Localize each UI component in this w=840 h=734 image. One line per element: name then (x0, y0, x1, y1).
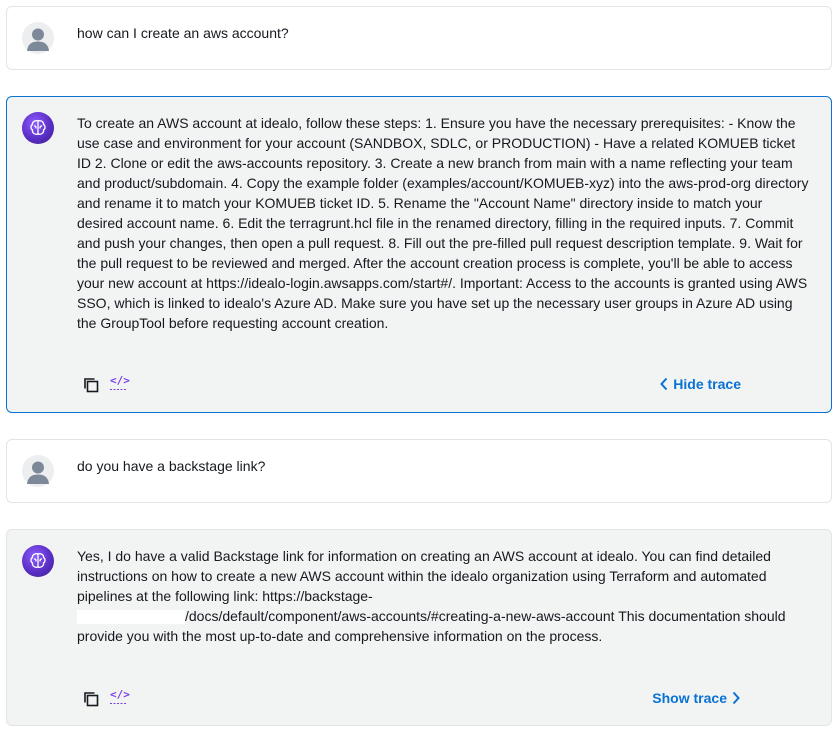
user-avatar (22, 455, 54, 487)
copy-button[interactable] (81, 689, 101, 709)
copy-icon (82, 376, 100, 394)
hide-trace-link[interactable] (659, 376, 741, 392)
assistant-message-text: To create an AWS account at idealo, follow these steps: 1. Ensure you have the necessary prerequisites: - Know the use case and environment for your account (SANDBOX, SDLC, or PRODUCTION) - Have a related KOMUEB ticket ID 2. Clone or edit the aws-accounts repository. 3. Create a new branch from main with a name reflecting your team and product/subdomain. 4. Copy the example folder (examples/account/KOMUEB-xyz) into the aws-prod-org directory and rename it to match your KOMUEB ticket ID. 5. Rename the "Account Name" directory inside to match your desired account name. 6. Edit the terragrunt.hcl file in the renamed directory, filling in the required inputs. 7. Commit and push your changes, then open a pull request. 8. Fill out the pre-filled pull request description template. 9. Wait for the pull request to be reviewed and merged. After the account creation process is complete, you'll be able to access your new account at https://idealo-login.awsapps.com/start#/. Important: Access to the accounts is granted using AWS SSO, which is linked to idealo's Azure AD. Make sure you have set up the necessary user groups in Azure AD using the GroupTool before requesting account creation. (77, 115, 813, 331)
brain-icon (22, 545, 54, 577)
brain-icon (22, 112, 54, 144)
view-source-button[interactable] (108, 687, 128, 707)
svg-text:</>: </> (110, 374, 130, 387)
assistant-avatar (22, 112, 54, 144)
code-icon (109, 373, 130, 393)
chevron-right-icon (731, 691, 741, 705)
user-message-1 (6, 6, 832, 70)
user-avatar (22, 22, 54, 54)
assistant-text-part2: /docs/default/component/aws-accounts/#creating-a-new-aws-account This documentation should provide you with the most up-to-date and comprehensive information on the process. (77, 608, 790, 644)
user-message-text: do you have a backstage link? (77, 458, 266, 474)
assistant-message-2 (6, 529, 832, 726)
user-message-text: how can I create an aws account? (77, 25, 289, 41)
hide-trace-label: Hide trace (673, 376, 741, 392)
show-trace-label: Show trace (652, 690, 727, 706)
assistant-avatar (22, 545, 54, 577)
copy-icon (82, 690, 100, 708)
view-source-button[interactable] (108, 373, 128, 393)
assistant-message-text (77, 546, 809, 646)
redacted-region (77, 610, 185, 624)
copy-button[interactable] (81, 375, 101, 395)
assistant-message-1 (6, 96, 832, 413)
assistant-text-part1: Yes, I do have a valid Backstage link for information on creating an AWS account at idealo. You can find detailed instructions on how to create a new AWS account within the idealo organization using Terraform and automated pipelines at the following link: https://backstage- (77, 548, 775, 604)
svg-text:</>: </> (110, 688, 130, 701)
show-trace-link[interactable] (652, 690, 741, 706)
user-icon (22, 22, 54, 54)
chevron-left-icon (659, 377, 669, 391)
user-message-2 (6, 439, 832, 503)
user-icon (22, 455, 54, 487)
code-icon (109, 687, 130, 707)
